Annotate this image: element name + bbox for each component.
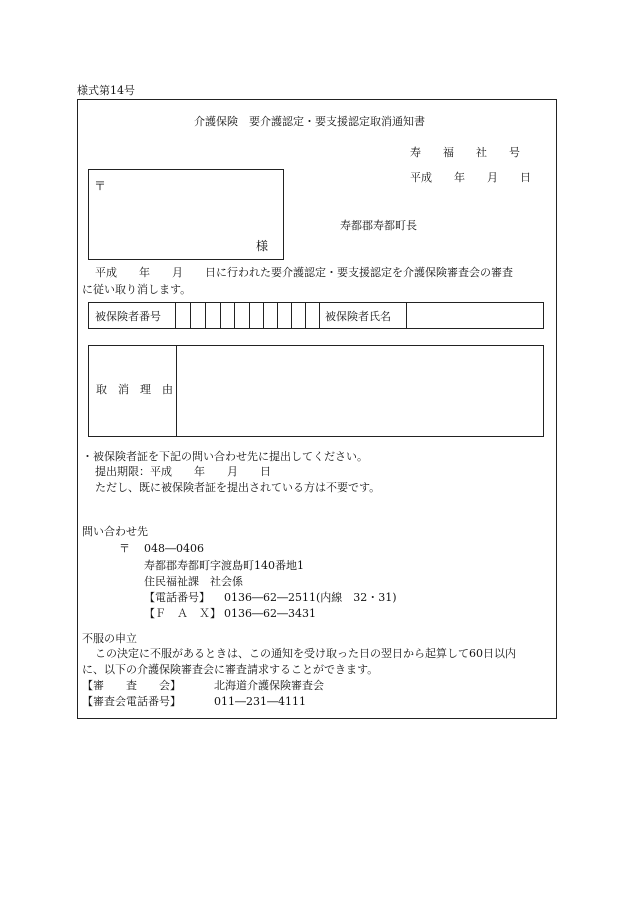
notice-line-3: ただし、既に被保険者証を提出されている方は不要です。 bbox=[95, 481, 381, 494]
document-title: 介護保険 要介護認定・要支援認定取消通知書 bbox=[194, 115, 425, 128]
appeal-council: 北海道介護保険審査会 bbox=[214, 679, 324, 692]
appeal-council-phone-label: 【審査会電話番号】 bbox=[82, 695, 181, 708]
body-line-2: に従い取り消します。 bbox=[82, 283, 192, 296]
reason-field[interactable] bbox=[177, 346, 543, 436]
appeal-council-label: 【審 査 会】 bbox=[82, 679, 181, 692]
mayor-name: 寿都郡寿都町長 bbox=[340, 219, 417, 232]
inquiry-phone: 0136―62―2511(内線 32・31) bbox=[224, 591, 397, 604]
insured-number-digits[interactable] bbox=[176, 303, 319, 328]
appeal-line-2: に、以下の介護保険審査会に審査請求することができます。 bbox=[82, 663, 379, 676]
insured-name-field[interactable] bbox=[407, 303, 543, 328]
recipient-address-box bbox=[88, 169, 284, 260]
postal-mark: 〒 bbox=[94, 179, 107, 193]
inquiry-heading: 問い合わせ先 bbox=[82, 525, 148, 538]
inquiry-postal-mark: 〒 bbox=[119, 542, 130, 555]
inquiry-department: 住民福祉課 社会係 bbox=[144, 575, 243, 588]
inquiry-postal-code: 048―0406 bbox=[144, 542, 204, 555]
document-number: 寿 福 社 号 bbox=[410, 146, 520, 159]
body-line-1: 平成 年 月 日に行われた要介護認定・要支援認定を介護保険審査会の審査 bbox=[95, 266, 513, 279]
inquiry-phone-label: 【電話番号】 bbox=[144, 591, 210, 604]
reason-label: 取 消 理 由 bbox=[96, 383, 173, 396]
notice-line-1: ・被保険者証を下記の問い合わせ先に提出してください。 bbox=[82, 450, 368, 463]
digit-divider bbox=[319, 302, 320, 329]
inquiry-fax-label: 【Ｆ Ａ Ｘ】 bbox=[144, 607, 221, 620]
issue-date: 平成 年 月 日 bbox=[410, 171, 531, 184]
notice-line-2: 提出期限：平成 年 月 日 bbox=[95, 465, 271, 478]
form-number: 様式第14号 bbox=[77, 84, 135, 97]
appeal-heading: 不服の申立 bbox=[82, 632, 137, 645]
inquiry-fax: 0136―62―3431 bbox=[224, 607, 316, 620]
recipient-honorific: 様 bbox=[256, 239, 269, 253]
insured-name-label: 被保険者氏名 bbox=[325, 310, 391, 323]
appeal-line-1: この決定に不服があるときは、この通知を受け取った日の翌日から起算して60日以内 bbox=[95, 647, 516, 660]
inquiry-address: 寿都郡寿都町字渡島町140番地1 bbox=[144, 559, 304, 572]
insured-number-label: 被保険者番号 bbox=[95, 310, 161, 323]
appeal-council-phone: 011―231―4111 bbox=[214, 695, 306, 708]
